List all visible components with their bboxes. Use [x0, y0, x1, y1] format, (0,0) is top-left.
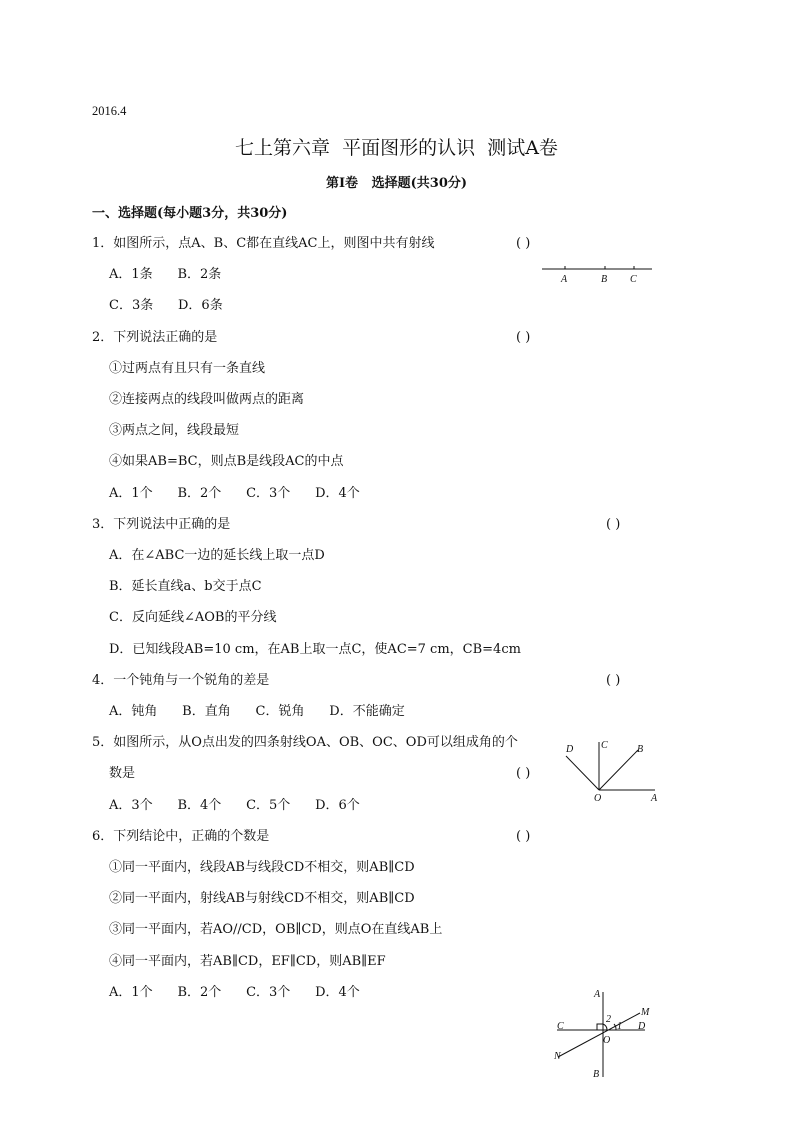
fig-label: 1: [617, 1021, 622, 1032]
answer-blank: ( ): [516, 766, 531, 782]
answer-line: A．1个 B．2个 C．3个 D．4个: [109, 984, 360, 1000]
fig-label: B: [601, 274, 608, 285]
fig-label: D: [638, 1021, 646, 1032]
question-line: 5．如图所示，从O点出发的四条射线OA、OB、OC、OD可以组成角的个: [92, 735, 518, 751]
fig-label: D: [566, 744, 574, 755]
section-heading: 一、选择题(每小题3分，共30分): [92, 206, 288, 221]
fig-label: O: [603, 1035, 611, 1046]
fig-label: C: [601, 740, 608, 751]
answer-line: ④同一平面内，若AB∥CD，EF∥CD，则AB∥EF: [109, 953, 386, 969]
answer-blank: ( ): [606, 672, 621, 688]
question-line: 2．下列说法正确的是: [92, 329, 218, 345]
question-line: 3．下列说法中正确的是: [92, 516, 231, 532]
answer-line: 数是: [109, 766, 136, 782]
answer-line: ③同一平面内，若AO//CD，OB∥CD，则点O在直线AB上: [109, 922, 443, 938]
answer-line: ④如果AB=BC，则点B是线段AC的中点: [109, 454, 344, 470]
fig-label: B: [593, 1069, 600, 1080]
figure-q1-line: [542, 266, 652, 269]
answer-blank: ( ): [516, 236, 531, 251]
answer-line: ②连接两点的线段叫做两点的距离: [109, 392, 305, 407]
date: 2016.4: [92, 104, 127, 118]
answer-blank: ( ): [606, 516, 621, 532]
fig-label: N: [554, 1051, 561, 1062]
page-title: 七上第六章 平面图形的认识 测试A卷: [235, 137, 558, 159]
part-subtitle: 第Ⅰ卷 选择题(共30分): [325, 176, 468, 191]
answer-line: ③两点之间，线段最短: [109, 423, 240, 439]
answer-blank: ( ): [516, 828, 531, 844]
question-line: 1．如图所示，点A、B、C都在直线AC上，则图中共有射线: [92, 236, 435, 251]
question-line: 4．一个钝角与一个锐角的差是: [92, 672, 270, 688]
answer-line: ②同一平面内，射线AB与射线CD不相交，则AB∥CD: [109, 891, 415, 907]
fig-label: 2: [606, 1014, 611, 1025]
answer-blank: ( ): [516, 329, 531, 345]
fig-label: O: [594, 793, 602, 804]
answer-line: A．3个 B．4个 C．5个 D．6个: [109, 797, 360, 813]
fig-label: A: [651, 793, 658, 804]
answer-line: A．在∠ABC一边的延长线上取一点D: [109, 548, 325, 563]
answer-line: ①同一平面内，线段AB与线段CD不相交，则AB∥CD: [109, 860, 415, 875]
answer-line: C．3条 D．6条: [109, 298, 223, 314]
answer-line: D．已知线段AB=10 cm，在AB上取一点C，使AC=7 cm，CB=4cm: [109, 641, 521, 657]
answer-line: B．延长直线a、b交于点C: [109, 579, 262, 595]
question-line: 6．下列结论中，正确的个数是: [92, 828, 270, 844]
answer-line: A．钝角 B．直角 C．锐角 D．不能确定: [109, 704, 405, 719]
fig-label: A: [594, 989, 601, 1000]
answer-line: A．1条 B．2条: [109, 267, 222, 283]
fig-label: C: [630, 274, 637, 285]
answer-line: A．1个 B．2个 C．3个 D．4个: [109, 485, 360, 501]
fig-label: A: [561, 274, 568, 285]
answer-line: ①过两点有且只有一条直线: [109, 360, 266, 376]
figure-q6-lines: [557, 992, 645, 1077]
fig-label: M: [641, 1007, 650, 1018]
fig-label: C: [557, 1021, 564, 1032]
answer-line: C．反向延线∠AOB的平分线: [109, 610, 277, 626]
fig-label: B: [637, 744, 644, 755]
